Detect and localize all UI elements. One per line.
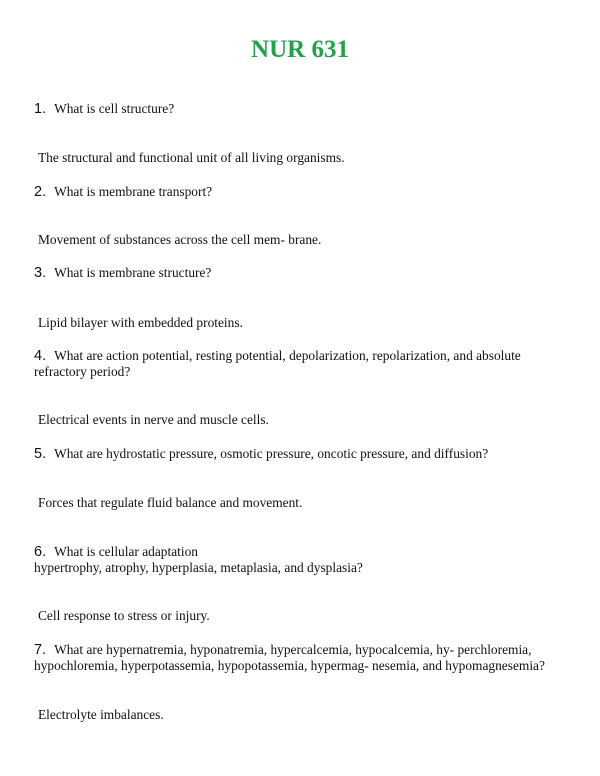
question-subtext: hypertrophy, atrophy, hyperplasia, metaplasia, and dysplasia?: [34, 560, 363, 575]
question-text: What is membrane structure?: [54, 265, 212, 280]
question-7: [34, 642, 574, 674]
answer-4: Electrical events in nerve and muscle cells.: [38, 412, 269, 427]
question-number: 7.: [34, 642, 47, 658]
answer-3: Lipid bilayer with embedded proteins.: [38, 315, 243, 330]
question-3: [34, 265, 574, 281]
question-5: [34, 446, 574, 462]
answer-2: Movement of substances across the cell mem- brane.: [38, 232, 322, 247]
question-2: [34, 184, 574, 200]
answer-7: Electrolyte imbalances.: [38, 707, 164, 722]
answer-6: Cell response to stress or injury.: [38, 608, 210, 623]
question-text: What are hydrostatic pressure, osmotic pressure, oncotic pressure, and diffusion?: [54, 446, 489, 461]
question-text: What is membrane transport?: [54, 184, 213, 199]
question-text: What are hypernatremia, hyponatremia, hypercalcemia, hypocalcemia, hy- perchloremia, hypochloremia, hyperpotassemia, hypopotassemia, hypermag- nesemia, and hypomagnesemia?: [34, 642, 545, 673]
question-number: 4.: [34, 348, 47, 364]
question-1: [34, 101, 574, 117]
answer-5: Forces that regulate fluid balance and movement.: [38, 495, 303, 510]
question-number: 5.: [34, 446, 47, 462]
question-6: [34, 544, 574, 576]
answer-1: The structural and functional unit of all living organisms.: [38, 150, 345, 165]
question-text: What is cellular adaptation: [54, 544, 198, 559]
question-number: 6.: [34, 544, 47, 560]
question-text: What are action potential, resting potential, depolarization, repolarization, and absolute refractory period?: [34, 348, 521, 379]
question-number: 1.: [34, 101, 47, 117]
question-number: 2.: [34, 184, 47, 200]
question-number: 3.: [34, 265, 47, 281]
page-title: NUR 631: [251, 36, 349, 63]
question-text: What is cell structure?: [54, 101, 175, 116]
question-4: [34, 348, 574, 380]
